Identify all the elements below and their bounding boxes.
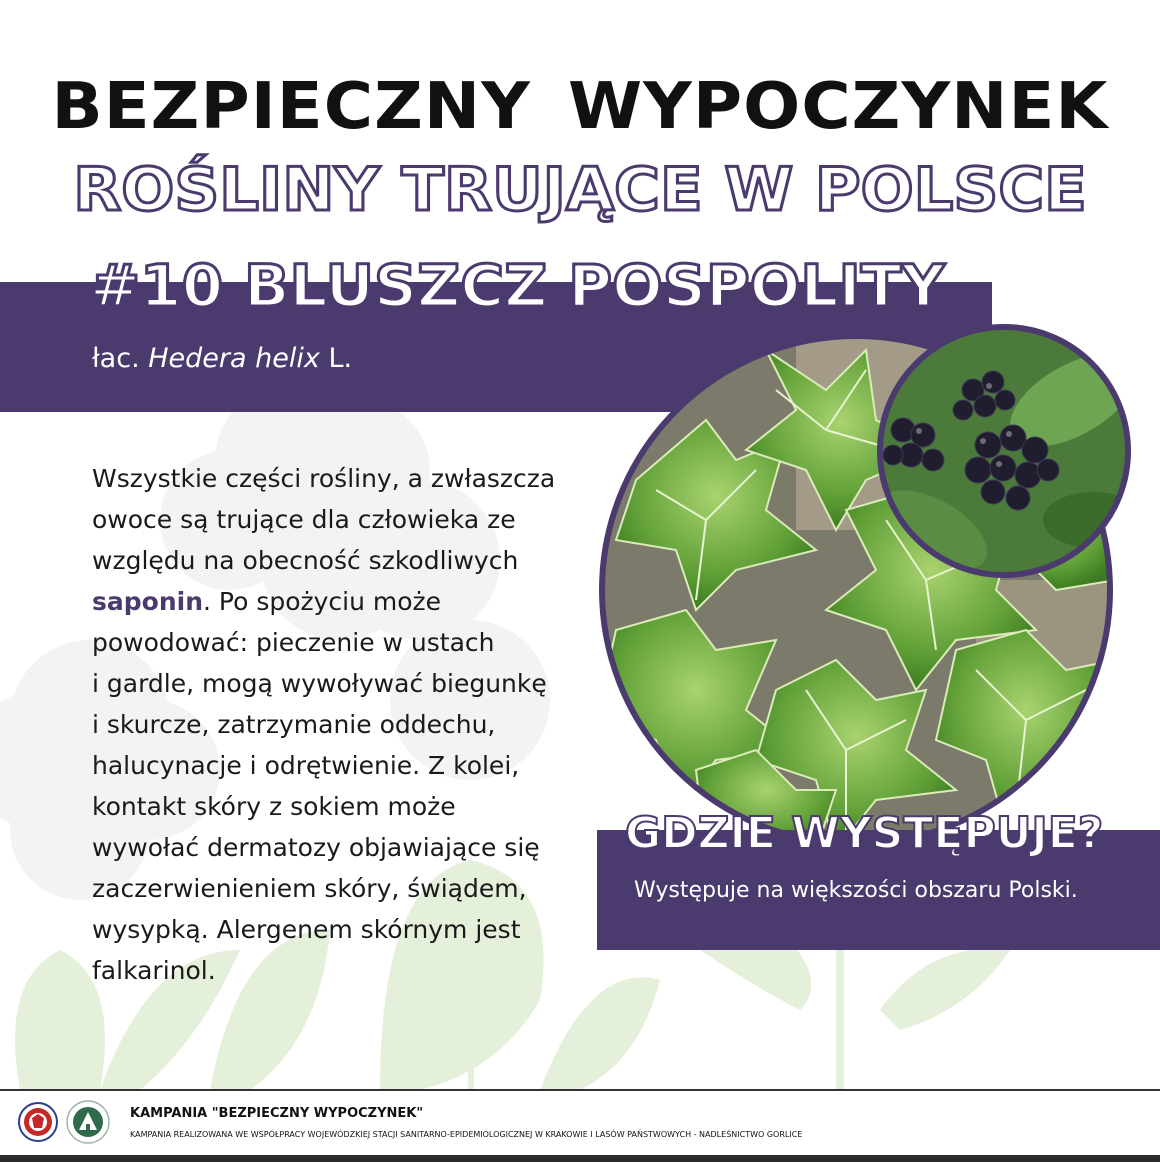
footer-campaign-subtitle: KAMPANIA REALIZOWANA WE WSPÓŁPRACY WOJEWÓDZKIEJ STACJI SANITARNO-EPIDEMIOLOGICZNEJ W KRAKOWIE I LASÓW PAŃSTWOWYCH - NADLEŚNICTWO GORLICE [130, 1130, 803, 1139]
plant-name-heading: #10 BLUSZCZ POSPOLITY [90, 252, 945, 320]
description-line [92, 581, 572, 622]
where-title: GDZIE WYSTĘPUJE? [625, 808, 1104, 859]
description-line: Wszystkie części rośliny, a zwłaszcza [92, 464, 556, 493]
description-line: kontakt skóry z sokiem może [92, 792, 456, 821]
footer-bottom-bar [0, 1155, 1160, 1162]
saponin-highlight: saponin [92, 587, 203, 616]
description-line: wysypką. Alergenem skórnym jest [92, 915, 521, 944]
description-line: i skurcze, zatrzymanie oddechu, [92, 710, 496, 739]
latin-name [92, 343, 352, 374]
ivy-berries-photo [873, 320, 1135, 582]
plant-description [92, 458, 572, 991]
description-line: względu na obecność szkodliwych [92, 546, 519, 575]
latin-species: Hedera helix [148, 343, 320, 374]
sanepid-logo-icon [18, 1102, 58, 1142]
footer-divider [0, 1089, 1160, 1091]
description-line: falkarinol. [92, 956, 216, 985]
description-line: zaczerwienieniem skóry, świądem, [92, 874, 527, 903]
lasy-panstwowe-logo-icon [66, 1100, 110, 1144]
description-line: powodować: pieczenie w ustach [92, 628, 495, 657]
description-line: halucynacje i odrętwienie. Z kolei, [92, 751, 520, 780]
description-line-rest: . Po spożyciu może [203, 587, 442, 616]
campaign-title: BEZPIECZNY WYPOCZYNEK [51, 70, 1109, 144]
latin-prefix: łac. [92, 343, 140, 374]
description-line: i gardle, mogą wywoływać biegunkę [92, 669, 547, 698]
description-line: owoce są trujące dla człowieka ze [92, 505, 516, 534]
latin-suffix: L. [328, 343, 353, 374]
description-line: wywołać dermatozy objawiające się [92, 833, 540, 862]
footer-campaign-title: KAMPANIA "BEZPIECZNY WYPOCZYNEK" [130, 1106, 424, 1121]
where-text: Występuje na większości obszaru Polski. [634, 878, 1078, 903]
campaign-subtitle: ROŚLINY TRUJĄCE W POLSCE [73, 155, 1087, 225]
